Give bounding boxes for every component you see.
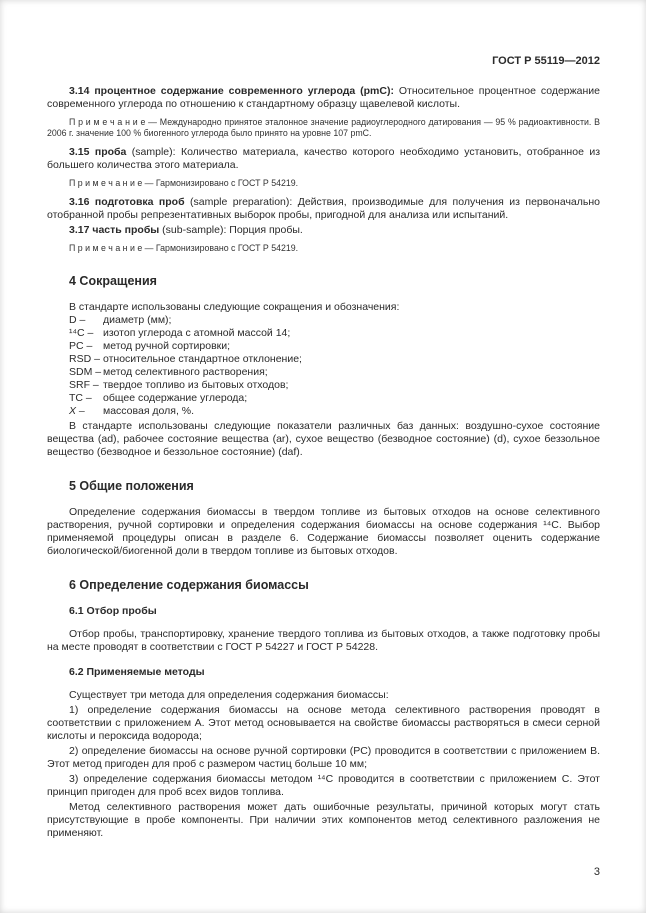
term-3-17 [47,224,600,237]
method-item-2: 2) определение биомассы на основе ручной сортировки (PC) проводится в соответствии с приложением В. Этот метод пригоден для проб с размером частиц больше 10 мм; [47,745,600,770]
abbreviation-definition: общее содержание углерода; [103,392,248,404]
abbreviation-row [69,340,600,353]
section-4-intro: В стандарте использованы следующие сокращения и обозначения: [69,301,400,313]
term-3-16-title: 3.16 подготовка проб [69,196,185,208]
note-harmonized-1: П р и м е ч а н и е — Гармонизировано с ГОСТ Р 54219. [69,178,299,188]
abbreviation: X – [69,405,85,417]
doc-number: ГОСТ Р 55119—2012 [492,55,600,67]
section-4-heading: 4 Сокращения [69,274,157,288]
section-6-1-heading: 6.1 Отбор пробы [69,605,157,617]
method-item-3: 3) определение содержания биомассы методом ¹⁴C проводится в соответствии с приложением С. Этот принцип пригоден для проб всех видов топлива. [47,773,600,798]
term-3-14-definition: Относительное процентное содержание современного углерода по отношению к стандартному образцу щавелевой кислоты. [47,85,601,110]
abbreviation-row [69,366,600,379]
term-3-17-definition: (sub-sample): Порция пробы. [159,224,303,236]
abbreviation: D – [69,314,86,326]
term-3-14-title: 3.14 процентное содержание современного углерода (pmC): [69,85,394,97]
section-6-2-intro: Существует три метода для определения содержания биомассы: [69,689,389,701]
term-3-15 [47,146,600,172]
abbreviation-row [69,405,600,418]
abbreviation: TC – [69,392,92,404]
section-5-paragraph: Определение содержания биомассы в твердом топливе из бытовых отходов на основе селективного растворения, ручной сортировки и определения содержания биомассы на основе содержания ¹⁴C. Выбор применяемой процедуры описан в разделе 6. Содержание биомассы позволяет оценить содержание биологической/биогенной доли в твердом топливе из бытовых отходов. [47,506,600,557]
term-3-14 [47,85,600,111]
section-6-1-paragraph: Отбор пробы, транспортировку, хранение твердого топлива из бытовых отходов, а также подготовку пробы на месте проводят в соответствии с ГОСТ Р 54227 и ГОСТ Р 54228. [47,628,600,653]
abbreviation: ¹⁴C – [69,327,94,339]
abbreviation: SDM – [69,366,102,378]
abbreviation-definition: относительное стандартное отклонение; [103,353,302,365]
abbreviation-row [69,392,600,405]
abbreviation: SRF – [69,379,99,391]
term-3-15-definition: (sample): Количество материала, качество которого необходимо установить, отобранное из большего количества этого материала. [47,146,601,171]
abbreviations-list [69,314,600,418]
term-3-15-title: 3.15 проба [69,146,127,158]
abbreviation-row [69,379,600,392]
abbreviation-definition: метод ручной сортировки; [103,340,231,352]
abbreviation-definition: метод селективного растворения; [103,366,268,378]
abbreviation-definition: изотоп углерода с атомной массой 14; [103,327,291,339]
section-6-closing-paragraph: Метод селективного растворения может дать ошибочные результаты, причиной которых могут стать присутствующие в пробе компоненты. При наличии этих компонентов метод селективного разложения не применяют. [47,801,600,839]
abbreviation-definition: массовая доля, %. [103,405,195,417]
method-item-1: 1) определение содержания биомассы на основе метода селективного растворения проводят в соответствии с приложением А. Этот метод основывается на свойстве биомассы растворяться в смеси серной кислоты и пероксида водорода; [47,704,600,742]
abbreviation-definition: твердое топливо из бытовых отходов; [103,379,289,391]
abbreviation-row [69,353,600,366]
abbreviation-row [69,314,600,327]
abbreviation-definition: диаметр (мм); [103,314,172,326]
abbreviation: RSD – [69,353,100,365]
term-3-16 [47,196,600,222]
page-number: 3 [593,866,600,878]
abbreviation-row [69,327,600,340]
section-4-bases-paragraph: В стандарте использованы следующие показатели различных баз данных: воздушно-сухое состояние вещества (ad), рабочее состояние вещества (ar), сухое вещество (безводное состояние) (d), сухое беззольное вещество (безводное и беззольное состояние) (daf). [47,420,600,458]
section-6-heading: 6 Определение содержания биомассы [69,578,309,592]
term-3-17-title: 3.17 часть пробы [69,224,160,236]
abbreviation: PC – [69,340,93,352]
note-harmonized-2: П р и м е ч а н и е — Гармонизировано с ГОСТ Р 54219. [69,243,299,253]
section-5-heading: 5 Общие положения [69,479,194,493]
term-3-16-definition: (sample preparation): Действия, производимые для получения из первоначально отобранной пробы репрезентативных выборок пробы, пригодной для анализа или испытаний. [47,196,600,221]
note-pmc-reference: П р и м е ч а н и е — Международно принятое эталонное значение радиоуглеродного датирования — 95 % радиоактивности. В 2006 г. значение 100 % биогенного углерода было принято на уровне 107 pmC. [47,117,600,138]
section-6-2-heading: 6.2 Применяемые методы [69,666,205,678]
